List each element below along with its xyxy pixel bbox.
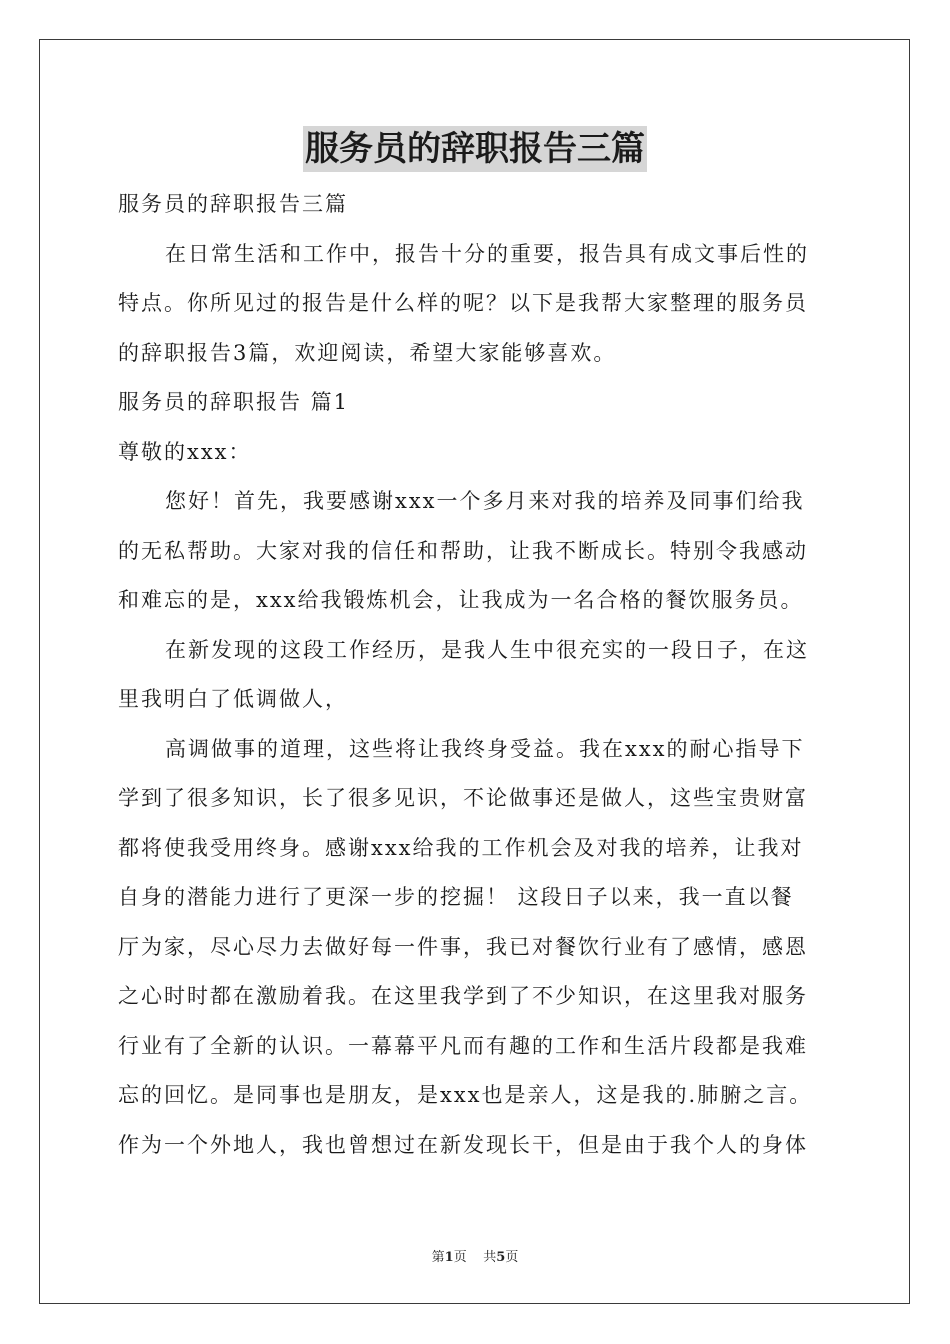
footer-page-number: 1: [444, 1250, 454, 1265]
text-line: 都将使我受用终身。感谢xxx给我的工作机会及对我的培养，让我对: [118, 835, 804, 860]
text-line: 里我明白了低调做人，: [118, 687, 348, 711]
footer-page-prefix: 第: [431, 1250, 445, 1265]
text-line: 服务员的辞职报告 篇1: [118, 390, 350, 414]
text-line: 特点。你所见过的报告是什么样的呢？以下是我帮大家整理的服务员: [118, 291, 808, 315]
title-block: [0, 126, 950, 172]
document-title: 服务员的辞职报告三篇: [303, 126, 647, 172]
text-line: 厅为家，尽心尽力去做好每一件事，我已对餐饮行业有了感情，感恩: [118, 934, 808, 959]
text-line: 的辞职报告3篇，欢迎阅读，希望大家能够喜欢。: [118, 340, 617, 365]
text-line: 和难忘的是，xxx给我锻炼机会，让我成为一名合格的餐饮服务员。: [118, 588, 804, 612]
text-line: 高调做事的道理，这些将让我终身受益。我在xxx的耐心指导下: [165, 736, 805, 761]
text-line: 之心时时都在激励着我。在这里我学到了不少知识，在这里我对服务: [118, 984, 808, 1008]
text-line: 自身的潜能力进行了更深一步的挖掘！ 这段日子以来，我一直以餐: [118, 885, 794, 909]
text-line: 学到了很多知识，长了很多见识，不论做事还是做人，这些宝贵财富: [118, 786, 808, 810]
footer-total-prefix: 共: [483, 1250, 497, 1265]
document-body: [118, 180, 838, 1170]
text-line: 的无私帮助。大家对我的信任和帮助，让我不断成长。特别令我感动: [118, 538, 808, 563]
text-line: 作为一个外地人，我也曾想过在新发现长干，但是由于我个人的身体: [118, 1132, 808, 1157]
text-line: 在新发现的这段工作经历，是我人生中很充实的一段日子，在这: [165, 637, 809, 662]
text-line: 尊敬的xxx：: [118, 439, 252, 464]
text-line: 服务员的辞职报告三篇: [118, 192, 348, 216]
text-line: 在日常生活和工作中，报告十分的重要，报告具有成文事后性的: [165, 241, 809, 266]
page-footer: [0, 1246, 950, 1265]
text-line: 行业有了全新的认识。一幕幕平凡而有趣的工作和生活片段都是我难: [118, 1033, 808, 1058]
footer-page-suffix: 页: [453, 1250, 467, 1265]
footer-total-pages: 5: [496, 1250, 506, 1265]
footer-total-suffix: 页: [505, 1250, 519, 1265]
text-line: 忘的回忆。是同事也是朋友，是xxx也是亲人，这是我的.肺腑之言。: [118, 1083, 813, 1107]
text-line: 您好！首先，我要感谢xxx一个多月来对我的培养及同事们给我: [165, 489, 805, 513]
